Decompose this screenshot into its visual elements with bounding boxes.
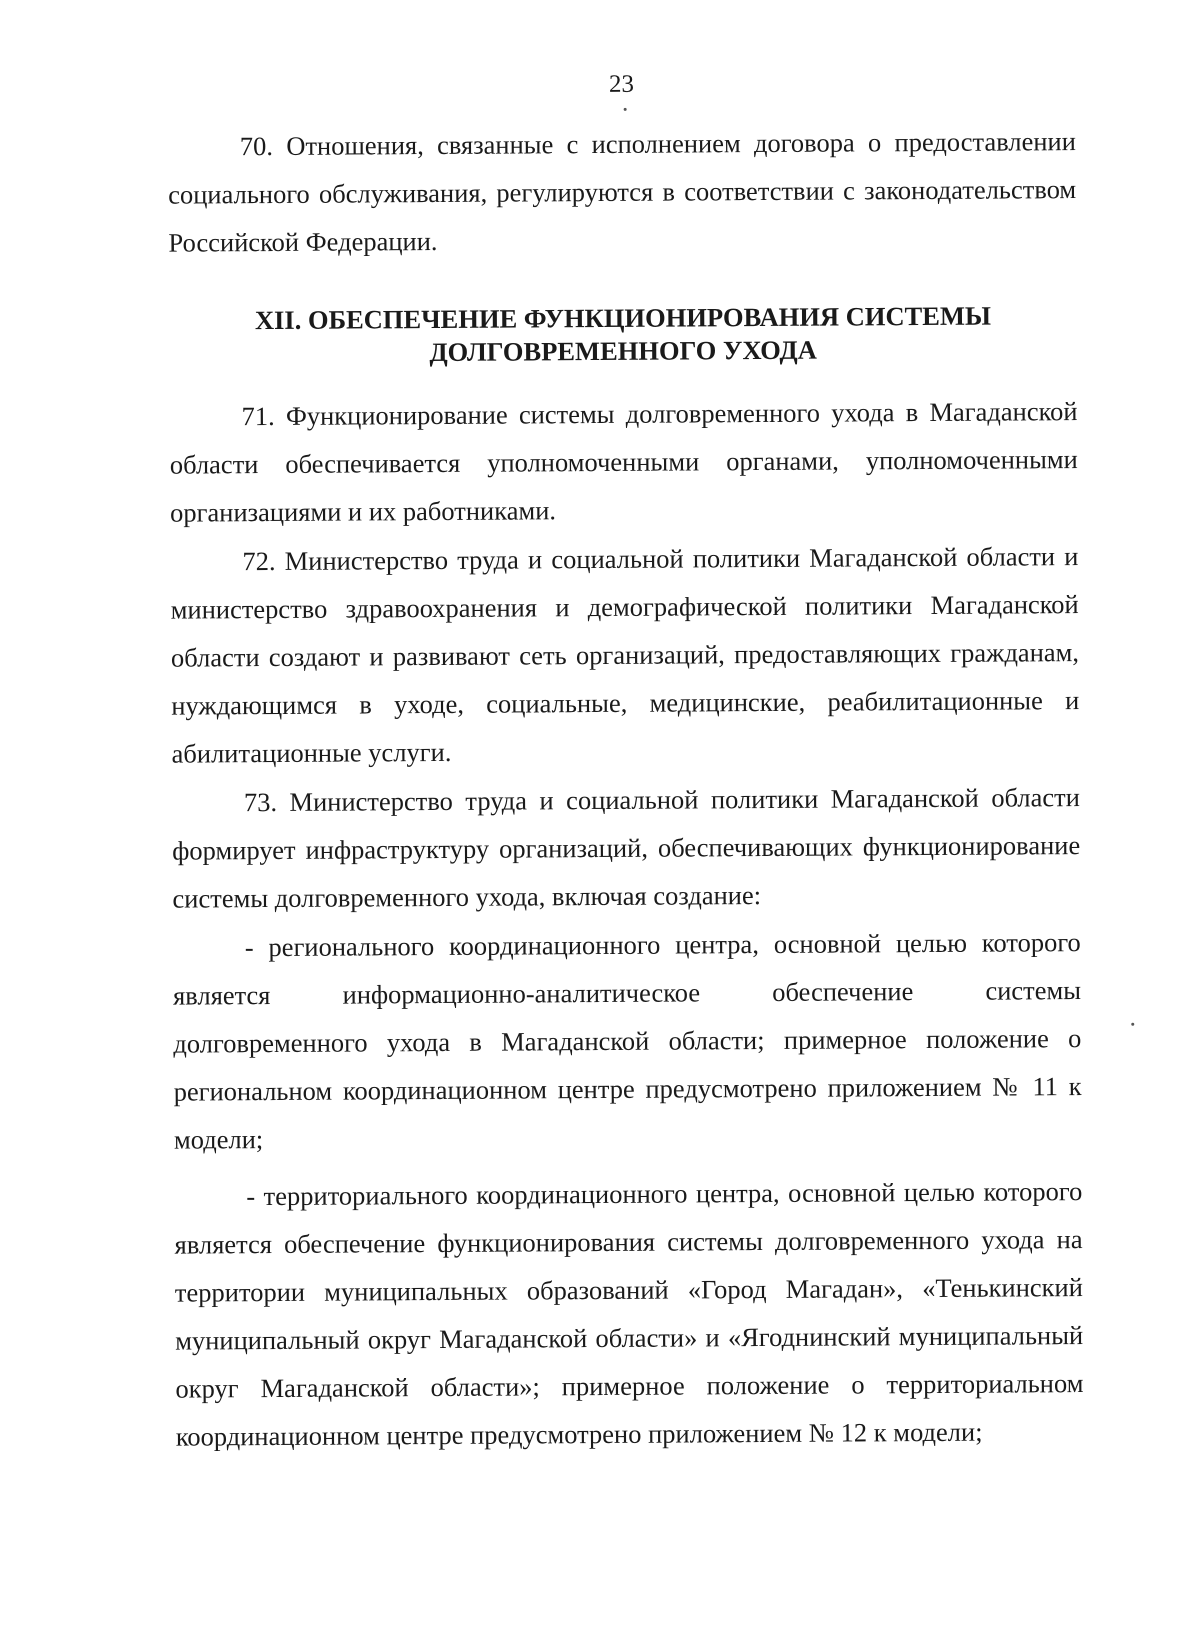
- paragraph-70: 70. Отношения, связанные с исполнением договора о предоставлении социального обслуживания, регулируются в соответствии с законодательством Российской Федерации.: [168, 126, 1077, 258]
- paragraph-71: 71. Функционирование системы долговременного ухода в Магаданской области обеспечивается уполномоченными органами, уполномоченными организациями и их работниками.: [169, 396, 1078, 528]
- section-heading-line-1: XII. ОБЕСПЕЧЕНИЕ ФУНКЦИОНИРОВАНИЯ СИСТЕМЫ: [254, 300, 992, 336]
- document-body: [168, 117, 1084, 1462]
- paragraph-73: 73. Министерство труда и социальной политики Магаданской области формирует инфраструктуру организаций, обеспечивающих функционирование системы долговременного ухода, включая создание:: [172, 782, 1081, 914]
- scan-speck: [1131, 1023, 1134, 1026]
- paragraph-72: 72. Министерство труда и социальной политики Магаданской области и министерство здравоохранения и демографической политики Магаданской области создают и развивают сеть организаций, предоставляющих гражданам, нуждающимся в уходе, социальные, медицинские, реабилитационные и абилитационные услуги.: [170, 541, 1080, 769]
- page-number: 23: [608, 70, 635, 98]
- list-item-territorial-center: - территориального координационного центра, основной целью которого является обеспечение функционирования системы долговременного ухода на территории муниципальных образований «Город Магадан», «Тенькинский муниципальный округ Магаданской области» и «Ягоднинский муниципальный округ Магаданской области»; примерное положение о территориальном координационном центре предусмотрено приложением № 12 к модели;: [174, 1176, 1084, 1452]
- section-heading-line-2: ДОЛГОВРЕМЕННОГО УХОДА: [429, 334, 817, 368]
- section-heading: [169, 299, 1077, 371]
- scan-speck: [624, 108, 627, 111]
- list-item-regional-center: - регионального координационного центра, основной целью которого является информационно-аналитическое обеспечение системы долговременного ухода в Магаданской области; примерное положение о региональном координационном центре предусмотрено приложением № 11 к модели;: [172, 927, 1082, 1155]
